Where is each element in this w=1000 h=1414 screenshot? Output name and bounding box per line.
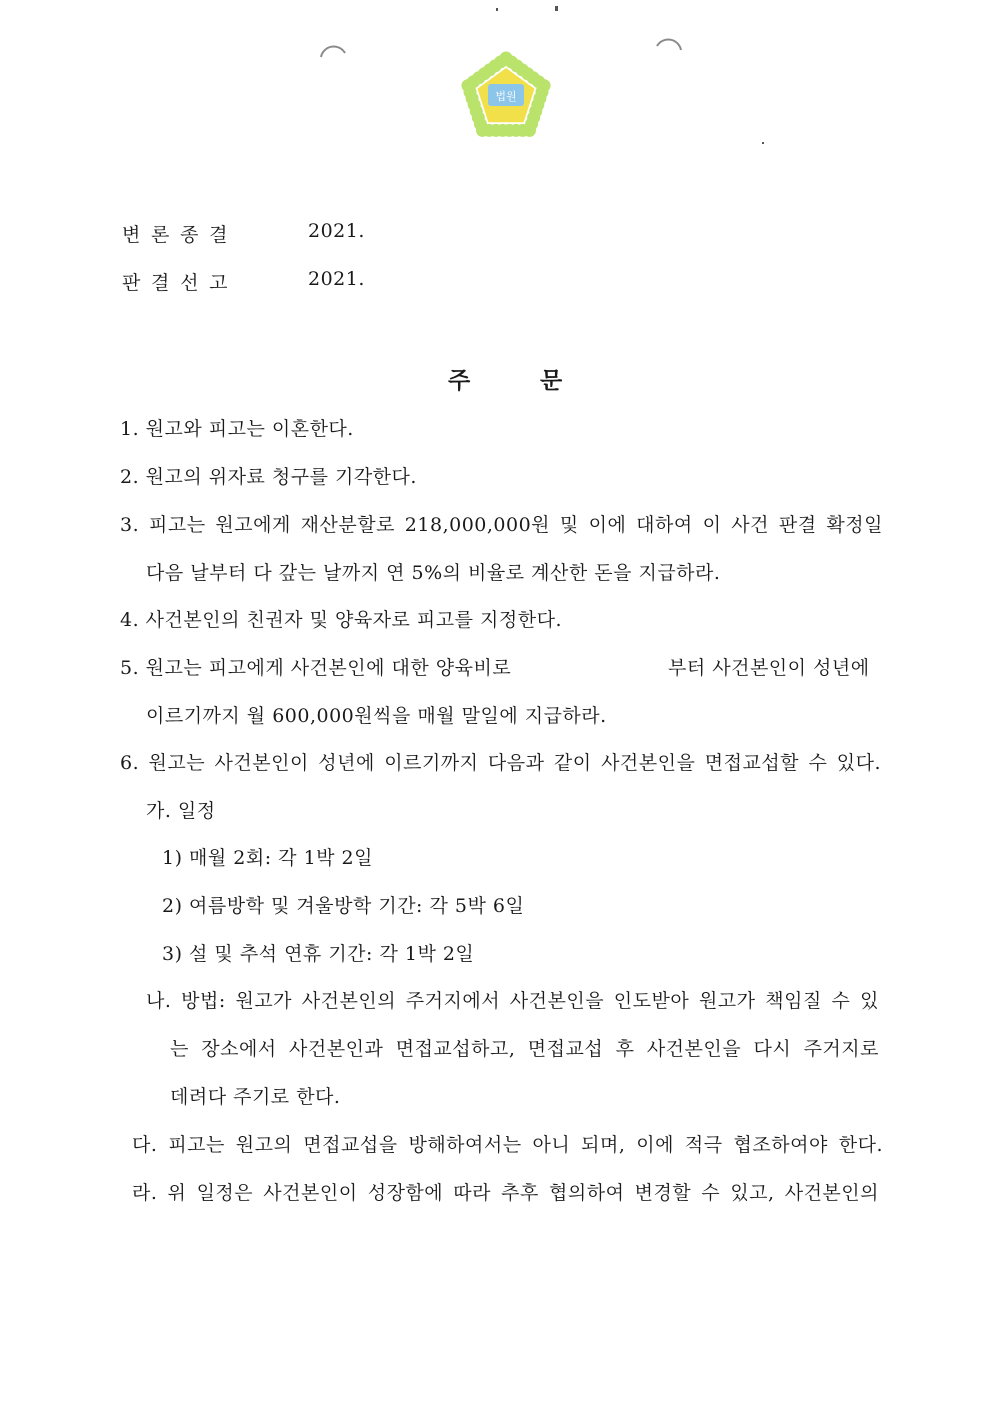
schedule-item-1: 1) 매월 2회: 각 1박 2일 [162, 847, 373, 869]
sub-item-ra: 라. 위 일정은 사건본인이 성장함에 따라 추후 협의하여 변경할 수 있고, 사건본인의 [132, 1182, 879, 1204]
order-item-3-line1: 3. 피고는 원고에게 재산분할로 218,000,000원 및 이에 대하여 이 사건 판결 확정일 [120, 514, 883, 536]
sub-item-na-line3: 데려다 주기로 한다. [170, 1086, 341, 1108]
order-item-5-line1-left: 5. 원고는 피고에게 사건본인에 대한 양육비로 [120, 657, 512, 679]
scan-speck [555, 6, 558, 11]
order-item-6: 6. 원고는 사건본인이 성년에 이르기까지 다음과 같이 사건본인을 면접교섭할 수 있다. [120, 752, 881, 774]
heading-ju: 주 [448, 367, 471, 394]
order-item-1: 1. 원고와 피고는 이혼한다. [120, 418, 354, 440]
judgment-date: 2021. [308, 268, 365, 290]
sub-item-ga: 가. 일정 [146, 800, 216, 822]
emblem-label: 법원 [495, 90, 517, 103]
order-item-5-line1-right: 부터 사건본인이 성년에 [668, 657, 870, 679]
sub-item-na-line2: 는 장소에서 사건본인과 면접교섭하고, 면접교섭 후 사건본인을 다시 주거지로 [170, 1038, 879, 1060]
order-item-3-line2: 다음 날부터 다 갚는 날까지 연 5%의 비율로 계산한 돈을 지급하라. [146, 562, 721, 584]
scan-speck [496, 8, 498, 11]
sub-item-da: 다. 피고는 원고의 면접교섭을 방해하여서는 아니 되며, 이에 적극 협조하여야 한다. [132, 1134, 883, 1156]
order-item-4: 4. 사건본인의 친권자 및 양육자로 피고를 지정한다. [120, 609, 562, 631]
sub-item-na-line1: 나. 방법: 원고가 사건본인의 주거지에서 사건본인을 인도받아 원고가 책임질 수 있 [146, 990, 879, 1012]
schedule-item-2: 2) 여름방학 및 겨울방학 기간: 각 5박 6일 [162, 895, 525, 917]
punch-hole-right-icon [654, 28, 684, 58]
punch-hole-left-icon [318, 35, 348, 65]
scan-speck [762, 142, 764, 144]
order-item-5-line2: 이르기까지 월 600,000원씩을 매월 말일에 지급하라. [146, 705, 607, 727]
order-item-2: 2. 원고의 위자료 청구를 기각한다. [120, 466, 417, 488]
heading-mun: 문 [540, 367, 563, 394]
schedule-item-3: 3) 설 및 추석 연휴 기간: 각 1박 2일 [162, 943, 475, 965]
closing-argument-label: 변 론 종 결 [122, 224, 228, 246]
judgment-date-label: 판 결 선 고 [122, 272, 228, 294]
closing-argument-date: 2021. [308, 220, 365, 242]
court-emblem-icon [458, 50, 554, 142]
emblem-petal [494, 55, 507, 68]
